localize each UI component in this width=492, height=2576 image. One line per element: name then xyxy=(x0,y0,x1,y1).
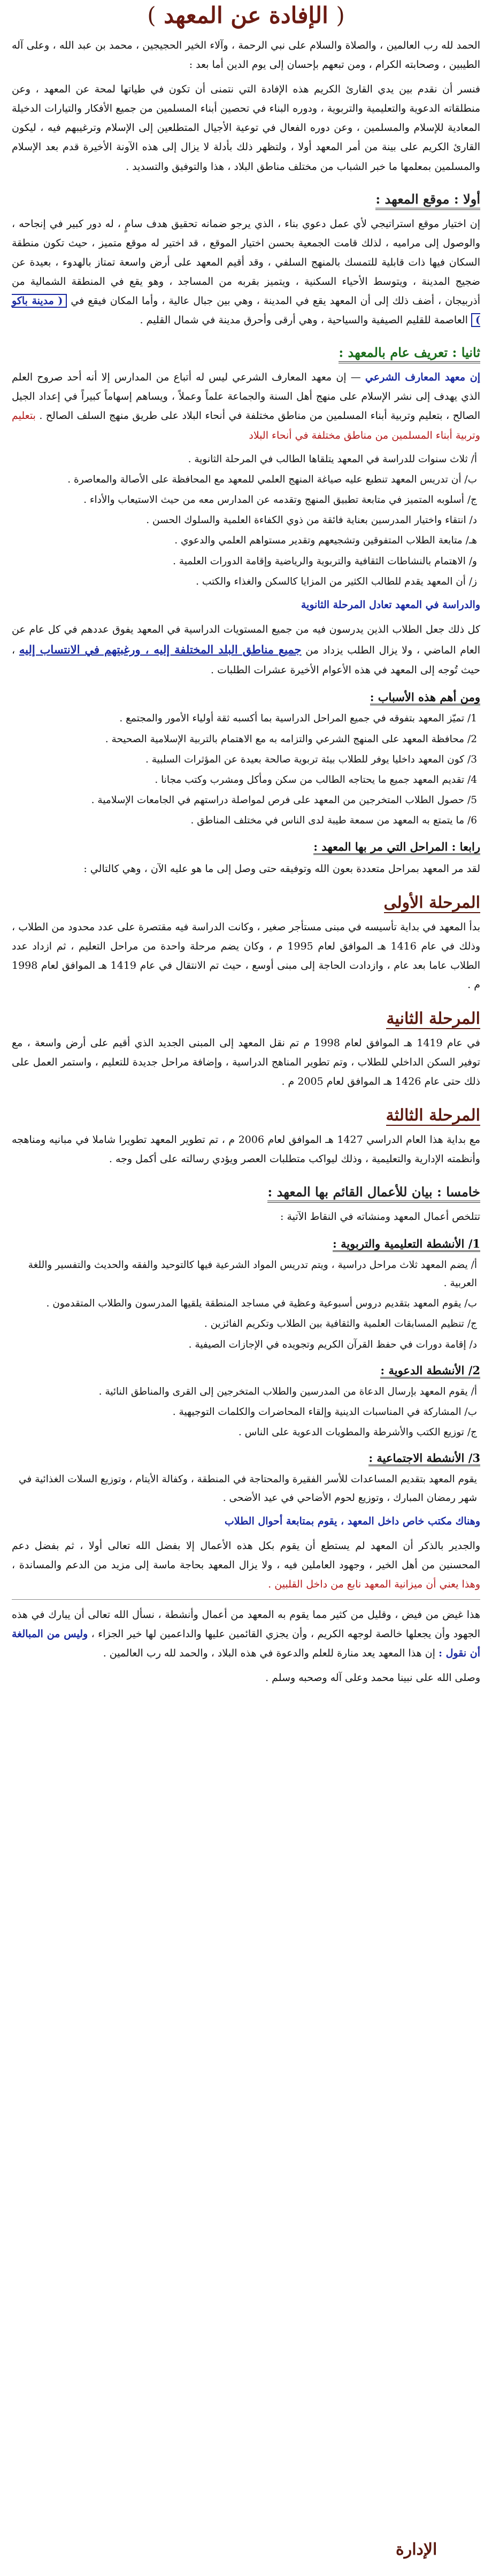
overview-item: ز/ أن المعهد يقدم للطالب الكثير من المزايا كالسكن والغذاء والكتب . xyxy=(196,575,477,587)
overview-list xyxy=(12,450,480,592)
reason-item: 3/ كون المعهد داخليا يوفر للطلاب بيئة تربوية صالحة بعيدة عن المؤثرات السلبية . xyxy=(145,753,477,765)
overview-red-emphasis: بتعليم وتربية أبناء المسلمين من مناطق مختلفة في أنحاء البلاد xyxy=(12,410,480,441)
stage-1-body: بدأ المعهد في بداية تأسيسه في مبنى مستأجر صغير ، وكانت الدراسة فيه مقتصرة على عدد محدود من الطلاب ، وذلك في عام 1416 هـ الموافق لعام 1995 م ، وكان يضم مرحلة واحدة من مراحل التعليم ، ثم ازداد عدد الطلاب عاما بعد عام ، وازدادت الحاجة إلى مبنى أوسع ، حيث تم الانتقال في عام 1419 هـ الموافق لعام 1998 م . xyxy=(12,921,480,991)
intro-paragraph-2: فنسر أن نقدم بين يدي القارئ الكريم هذه الإفادة التي نتمنى أن تكون في طياتها لمحة عن المعهد ، وعن منطلقاته الدعوية والتعليمية والتربوية ، ودوره البناء في تحصين أبناء المسلمين من جميع الأفكار والتيارات الدخيلة المعادية للإسلام والمسلمين ، وعن دوره الفعال في توعية الأجيال المتطلعين إلى الإسلام وترغيبهم فيه ، ليكون القارئ الكريم على بينة من أمر المعهد أولا ، ولتظهر ذلك بأدلة لا يزال إلى هذه الآونة الأخيرة قدم بعد الإسلام والمسلمين بمعلمها ما خبر الشباب من مختلف مناطق البلاد ، هذا والتوفيق والتسديد . xyxy=(12,83,480,173)
works-intro: تتلخص أعمال المعهد ومنشاته في النقاط الآتية : xyxy=(280,1210,480,1223)
works-list-2 xyxy=(12,1383,480,1442)
stage-1-label: المرحلة الأولى xyxy=(383,893,480,912)
section-reasons-heading: ومن أهم هذه الأسباب : xyxy=(370,690,480,705)
section-overview-body: إن معهد المعارف الشرعي — إن معهد المعارف الشرعي ليس له أتباع من المدارس إلا أنه أحد صروح العلم الذي يهدف إلى نشر الإسلام على منهج أهل السنة والجماعة علماً وعملاً ، ويساهم إسهاماً كبيراً في إعداد الجيل الصالح ، بتعليم وتربية أبناء المسلمين من مناطق مختلفة في أنحاء البلاد على طريق منهج السلف الصالح . بتعليم وتربية أبناء المسلمين من مناطق مختلفة في أنحاء البلاد xyxy=(12,371,480,441)
divider xyxy=(12,1599,480,1600)
reason-item: 1/ تميّز المعهد بتفوقه في جميع المراحل الدراسية بما أكسبه ثقة أولياء الأمور والمجتمع . xyxy=(119,713,477,725)
works-item: يقوم المعهد بتقديم المساعدات للأسر الفقيرة والمحتاجة في المنطقة ، وكفالة الأيتام ، وتوزيع السلات الغذائية في شهر رمضان المبارك ، وتوزيع لحوم الأضاحي في عيد الأضحى . xyxy=(19,1474,477,1504)
stage-3-body: مع بداية هذا العام الدراسي 1427 هـ الموافق لعام 2006 م ، تم تطوير المعهد تطويرا شاملا في مبانيه ومناهجه وأنظمته الإدارية والتعليمية ، وذلك ليواكب متطلبات العصر ويؤدي رسالته على أكمل وجه . xyxy=(12,1134,481,1165)
works-list-1 xyxy=(12,1256,480,1354)
works-item: أ/ يقوم المعهد بإرسال الدعاة من المدرسين والطلاب المتخرجين إلى القرى والمناطق النائية . xyxy=(98,1386,477,1397)
works-item: ب/ المشاركة في المناسبات الدينية وإلقاء المحاضرات والكلمات التوجيهية . xyxy=(172,1406,477,1418)
works-item: ب/ يقوم المعهد بتقديم دروس أسبوعية وعظية في مساجد المنطقة يلقيها المدرسون والطلاب المتقدمون . xyxy=(46,1298,477,1310)
reasons-list xyxy=(12,710,480,830)
overview-item: هـ/ متابعة الطلاب المتفوقين وتشجيعهم وتقدير مستواهم العلمي والدعوي . xyxy=(174,535,477,547)
stage-2-body: في عام 1419 هـ الموافق لعام 1998 م تم نقل المعهد إلى المبنى الجديد الذي أقيم على أرض واسعة ، مع توفير السكن الداخلي للطلاب ، وتم تطوير المناهج الدراسية ، وإضافة مراحل جديدة للتعليم ، واستمر العمل على ذلك حتى عام 1426 هـ الموافق لعام 2005 م . xyxy=(12,1037,481,1088)
closing-salutation: وصلى الله على نبينا محمد وعلى آله وصحبه وسلم . xyxy=(265,1672,480,1684)
title-open-paren: ( xyxy=(336,2,345,28)
overview-item: د/ انتقاء واختيار المدرسين بعناية فائقة من ذوي الكفاءة العلمية والسلوك الحسن . xyxy=(146,515,477,526)
works-sub-2: 2/ الأنشطة الدعوية : xyxy=(380,1364,480,1379)
works-item: د/ إقامة دورات في حفظ القرآن الكريم وتجويده في الإجازات الصيفية . xyxy=(188,1338,477,1350)
overview-item: أ/ ثلاث سنوات للدراسة في المعهد يتلقاها الطالب في المرحلة الثانوية . xyxy=(188,453,477,465)
stage-2-label: المرحلة الثانية xyxy=(386,1009,480,1029)
section-overview-heading: ثانيا : تعريف عام بالمعهد : xyxy=(339,345,480,363)
title-close-paren: ) xyxy=(147,2,156,28)
section-stages-heading: رابعا : المراحل التي مر بها المعهد : xyxy=(313,840,480,855)
document-page xyxy=(0,2,492,2576)
overview-lead: إن معهد المعارف الشرعي xyxy=(365,371,480,384)
closing-paragraph: هذا غيض من فيض ، وقليل من كثير مما يقوم به المعهد من أعمال وأنشطة ، نسأل الله تعالى أن يبارك في هذه الجهود وأن يجعلها خالصة لوجهه الكريم ، وأن يجزي القائمين عليها والداعمين لها خير الجزاء ، وليس من المبالغة أن نقول : إن هذا المعهد يعد منارة للعلم والدعوة في هذه البلاد ، والحمد لله رب العالمين . xyxy=(12,1609,480,1660)
closing-emphasis: وليس من المبالغة أن نقول : xyxy=(12,1628,480,1660)
reason-item: 6/ ما يتمتع به المعهد من سمعة طيبة لدى الناس في مختلف المناطق . xyxy=(190,815,477,827)
works-item: ج/ توزيع الكتب والأشرطة والمطويات الدعوية على الناس . xyxy=(238,1427,477,1438)
stage-3-label: المرحلة الثالثة xyxy=(386,1106,480,1125)
city-highlight: ( مدينة باكو ) xyxy=(12,295,480,326)
regions-emphasis: جميع مناطق البلد المختلفة إليه ، ورغبتهم في الانتساب إليه xyxy=(19,643,302,657)
page-title xyxy=(12,2,480,28)
study-note: والدراسة في المعهد تعادل المرحلة الثانوية xyxy=(301,599,480,611)
works-sub-3: 3/ الأنشطة الاجتماعية : xyxy=(368,1451,480,1466)
works-list-3 xyxy=(12,1470,480,1507)
reason-item: 4/ تقديم المعهد جميع ما يحتاجه الطالب من سكن ومأكل ومشرب وكتب مجانا . xyxy=(155,774,477,785)
works-item: أ/ يضم المعهد ثلاث مراحل دراسية ، ويتم تدريس المواد الشرعية فيها كالتوحيد والفقه والحديث والتفسير واللغة العربية . xyxy=(28,1259,477,1289)
reason-item: 2/ محافظة المعهد على المنهج الشرعي والتزامه به مع الاهتمام بالتربية الإسلامية الصحيحة . xyxy=(105,733,477,745)
title-text: الإفادة عن المعهد xyxy=(164,2,328,28)
overview-item: ج/ أسلوبه المتميز في متابعة تطبيق المنهج وتقدمه عن المدارس معه من حيث الاستيعاب والأداء . xyxy=(83,494,477,506)
section-works-heading: خامسا : بيان للأعمال القائم بها المعهد : xyxy=(267,1184,480,1203)
overview-closing: كل ذلك جعل الطلاب الذين يدرسون فيه من جميع المستويات الدراسية في المعهد يفوق عددهم في كل عام عن العام الماضي ، ولا يزال الطلب يزداد من جميع مناطق البلد المختلفة إليه ، ورغبتهم في الانتساب إليه ، حيث تُوجه إلى المعهد في هذه الأعوام الأخيرة عشرات الطلبات . xyxy=(12,624,480,676)
section-location-heading: أولا : موقع المعهد : xyxy=(375,191,480,210)
intro-paragraph-1: الحمد لله رب العالمين ، والصلاة والسلام على نبي الرحمة ، وآلاء الخير الحجيجين ، محمد بن عبد الله ، وعلى آله الطيبين ، وصحابته الكرام ، ومن تبعهم بإحسان إلى يوم الدين أما بعد : xyxy=(12,40,480,71)
stages-intro: لقد مر المعهد بمراحل متعددة بعون الله وتوفيقه حتى وصل إلى ما هو عليه الآن ، وهي كالتالي : xyxy=(83,862,480,875)
reason-item: 5/ حصول الطلاب المتخرجين من المعهد على فرص لمواصلة دراستهم في الجامعات الإسلامية . xyxy=(91,795,477,806)
works-sub-1: 1/ الأنشطة التعليمية والتربوية : xyxy=(333,1237,480,1252)
works-note: وهناك مكتب خاص داخل المعهد ، يقوم بمتابعة أحوال الطلاب xyxy=(224,1515,480,1527)
signature: الإدارة xyxy=(396,2540,437,2559)
works-item: ج/ تنظيم المسابقات العلمية والثقافية بين الطلاب وتكريم الفائزين . xyxy=(204,1318,477,1330)
section-location-body: إن اختيار موقع استراتيجي لأي عمل دعوي بناء ، الذي يرجو ضمانه تحقيق هدف سامٍ ، له دور كبير في إنجاحه ، والوصول إلى مراميه ، لذلك قامت الجمعية بحسن اختيار الموقع ، قد اختير له موقع متميز ، حيث تكون منطقة السكان فيها ذات قابلية للتمسك بالمنهج السلفي ، وقد أقيم المعهد على أرض واسعة تمتاز بالهدوء ، بعيدة عن ضجيج المدينة ، ويتوسط الأحياء السكنية ، ويتميز بقربه من المساجد ، وهو يقع في المنطقة الشمالية من أذربيجان ، أضف ذلك إلى أن المعهد يقع في المدينة ، وهي بين جبال عالية ، وأما المكان فيقع في ( مدينة باكو ) العاصمة للقليم الصيفية والسياحية ، وهي أرقى وأحرق مدينة في شمال القليم . xyxy=(12,217,481,326)
budget-emphasis: وهذا يعني أن ميزانية المعهد نابع من داخل القلبين . xyxy=(268,1578,480,1591)
overview-item: ب/ أن تدريس المعهد تنطبع عليه صياغة المنهج العلمي للمعهد مع المحافظة على الأصالة والمعاصرة . xyxy=(67,473,477,485)
overview-item: و/ الاهتمام بالنشاطات الثقافية والتربوية والرياضية وإقامة الدورات العلمية . xyxy=(173,555,477,567)
works-final: والجدير بالذكر أن المعهد لم يستطع أن يقوم بكل هذه الأعمال إلا بفضل الله تعالى أولا ، ثم بفضل دعم المحسنين من أهل الخير ، وجهود العاملين فيه ، ولا يزال المعهد بحاجة ماسة إلى مزيد من الدعم والمساندة ، وهذا يعني أن ميزانية المعهد نابع من داخل القلبين . xyxy=(12,1539,480,1591)
